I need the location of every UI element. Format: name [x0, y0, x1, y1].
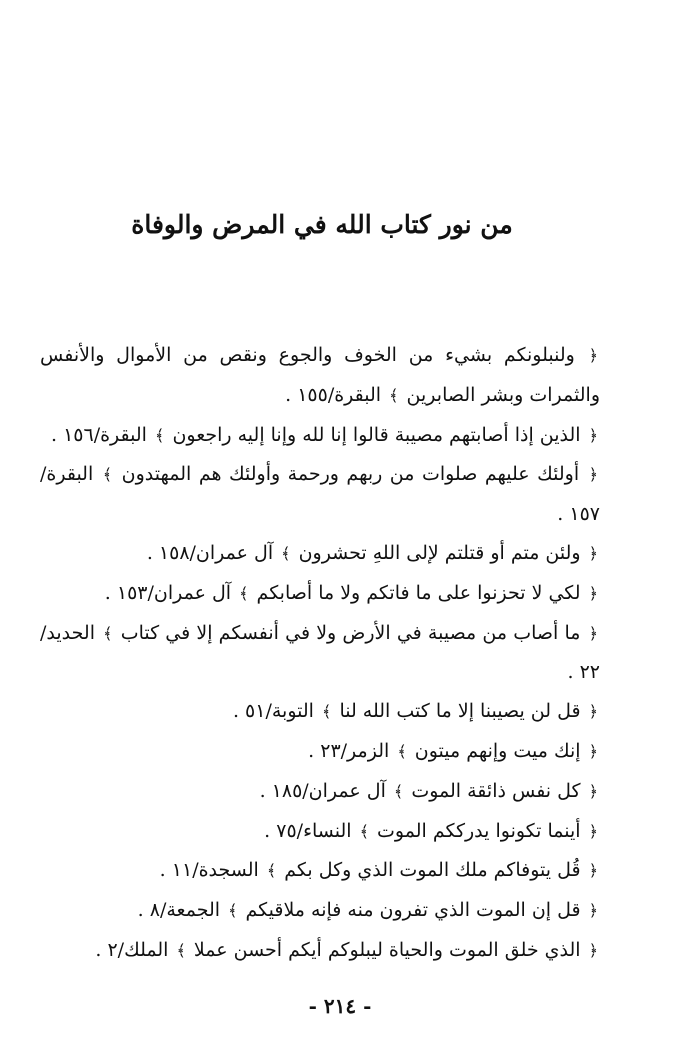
ornament-close-icon: ﴾: [228, 901, 238, 921]
verse-item: [40, 931, 600, 971]
ornament-open-icon: ﴿: [588, 940, 598, 960]
verses-list: [40, 336, 600, 971]
ornament-open-icon: ﴿: [588, 583, 598, 603]
ornament-open-icon: ﴿: [588, 781, 598, 801]
verse-reference: البقرة/١٥٥ .: [285, 383, 382, 406]
verse-item: [40, 534, 600, 574]
ornament-close-icon: ﴾: [239, 583, 249, 603]
page-number: - ٢١٤ -: [308, 994, 372, 1018]
verse-reference: البقرة/١٥٧ .: [40, 463, 600, 526]
ornament-close-icon: ﴾: [266, 861, 277, 881]
verse-text: قل إن الموت الذي تفرون منه فإنه ملاقيكم: [245, 899, 581, 922]
verse-text: أينما تكونوا يدرككم الموت: [377, 819, 581, 842]
verse-text: ما أصاب من مصيبة في الأرض ولا في أنفسكم إلا في كتاب: [120, 621, 581, 644]
ornament-open-icon: ﴿: [588, 741, 598, 761]
verse-reference: آل عمران/١٥٨ .: [146, 541, 274, 564]
ornament-close-icon: ﴾: [176, 940, 186, 960]
ornament-open-icon: ﴿: [588, 861, 598, 881]
ornament-close-icon: ﴾: [322, 702, 332, 722]
ornament-close-icon: ﴾: [393, 781, 404, 801]
ornament-open-icon: ﴿: [588, 543, 598, 563]
ornament-close-icon: ﴾: [103, 623, 113, 643]
ornament-open-icon: ﴿: [588, 901, 598, 921]
ornament-open-icon: ﴿: [588, 465, 598, 485]
page-title-text: من نور كتاب الله في المرض والوفاة: [131, 210, 513, 239]
verse-text: أولئك عليهم صلوات من ربهم ورحمة وأولئك هم المهتدون: [121, 463, 580, 486]
verse-text: لكي لا تحزنوا على ما فاتكم ولا ما أصابكم: [256, 581, 581, 604]
verse-text: ولئن متم أو قتلتم لإلى اللهِ تحشرون: [298, 541, 581, 564]
verse-reference: النساء/٧٥ .: [264, 819, 352, 842]
ornament-open-icon: ﴿: [588, 702, 598, 722]
verse-text: قل لن يصيبنا إلا ما كتب الله لنا: [339, 700, 581, 723]
verse-item: [40, 851, 600, 891]
verse-reference: الزمر/٢٣ .: [308, 739, 390, 762]
verse-item: [40, 336, 600, 416]
verse-text: الذي خلق الموت والحياة ليبلوكم أيكم أحسن عملا: [193, 938, 581, 961]
verse-reference: الملك/٢ .: [95, 938, 169, 961]
ornament-open-icon: ﴿: [588, 425, 598, 445]
verse-reference: آل عمران/١٥٣ .: [104, 581, 232, 604]
verse-reference: التوبة/٥١ .: [232, 700, 314, 723]
verse-text: ولنبلونكم بشيء من الخوف والجوع ونقص من الأموال والأنفس والثمرات وبشر الصابرين: [40, 344, 600, 406]
verse-item: [40, 455, 600, 534]
ornament-open-icon: ﴿: [588, 821, 598, 841]
verse-item: [40, 732, 600, 772]
verse-item: [40, 614, 600, 693]
verse-item: [40, 692, 600, 732]
verse-reference: آل عمران/١٨٥ .: [259, 779, 386, 802]
ornament-close-icon: ﴾: [281, 543, 291, 563]
verse-text: كل نفس ذائقة الموت: [411, 779, 581, 802]
verse-text: إنك ميت وإنهم ميتون: [414, 739, 581, 762]
verse-item: [40, 772, 600, 812]
verse-reference: الجمعة/٨ .: [137, 899, 221, 922]
ornament-close-icon: ﴾: [102, 465, 113, 485]
ornament-open-icon: ﴿: [588, 346, 599, 365]
verse-reference: البقرة/١٥٦ .: [50, 423, 147, 446]
ornament-close-icon: ﴾: [397, 741, 407, 761]
verse-item: [40, 574, 600, 614]
ornament-close-icon: ﴾: [389, 385, 399, 405]
verse-reference: الحديد/٢٢ .: [40, 621, 600, 684]
verse-item: [40, 891, 600, 931]
verse-text: قُل يتوفاكم ملك الموت الذي وكل بكم: [284, 859, 581, 882]
ornament-open-icon: ﴿: [588, 623, 598, 643]
page-title: [0, 210, 680, 239]
verse-reference: السجدة/١١ .: [159, 859, 259, 882]
verse-item: [40, 812, 600, 852]
verse-text: الذين إذا أصابتهم مصيبة قالوا إنا لله وإنا إليه راجعون: [172, 423, 581, 446]
ornament-close-icon: ﴾: [155, 425, 165, 445]
verse-item: [40, 416, 600, 456]
ornament-close-icon: ﴾: [359, 821, 369, 841]
